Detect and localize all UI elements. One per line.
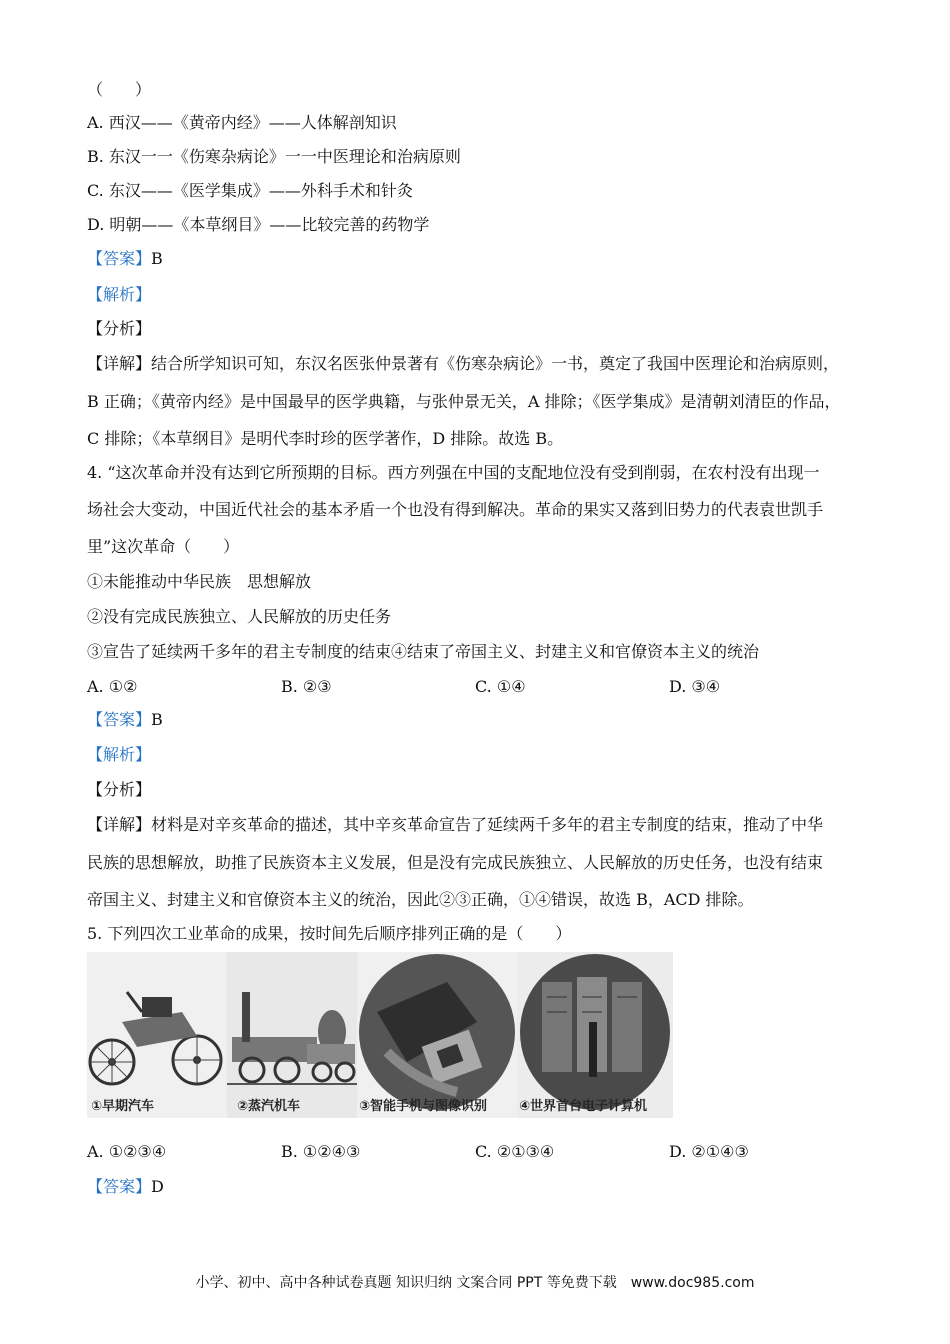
q3-detail-line-1: [87, 354, 839, 374]
caption-steam-locomotive: ②蒸汽机车: [237, 1099, 301, 1114]
q4-item-3: ③宣告了延续两千多年的君主专制度的结束④结束了帝国主义、封建主义和官僚资本主义的统治: [87, 642, 760, 661]
answer-tag: 【答案】: [87, 1177, 152, 1196]
photo-smartphone: [357, 952, 517, 1118]
q4-stem-line-2: 场社会大变动，中国近代社会的基本矛盾一个也没有得到解决。革命的果实又落到旧势力的代表袁世凯手: [87, 500, 824, 519]
q4-answer: [87, 710, 163, 730]
industrial-revolution-photo-strip: [87, 952, 673, 1118]
q3-detail-line-3: C 排除；《本草纲目》是明代李时珍的医学著作，D 排除。故选 B。: [87, 429, 564, 448]
q3-answer: [87, 249, 163, 269]
q3-option-b: B. 东汉一一《伤寒杂病论》一一中医理论和治病原则: [87, 147, 461, 166]
q3-option-d: D. 明朝——《本草纲目》——比较完善的药物学: [87, 215, 430, 234]
q4-stem-line-1: 4. “这次革命并没有达到它所预期的目标。西方列强在中国的支配地位没有受到削弱，在农村没有出现一: [87, 463, 820, 482]
caption-first-computer: ④世界首台电子计算机: [519, 1099, 648, 1114]
q5-option-b: B. ①②④③: [281, 1142, 361, 1161]
q3-option-c: C. 东汉——《医学集成》——外科手术和针灸: [87, 181, 413, 200]
detail-text: 结合所学知识可知，东汉名医张仲景著有《伤寒杂病论》一书，奠定了我国中医理论和治病原则，: [151, 354, 840, 373]
q3-detail-line-2: B 正确；《黄帝内经》是中国最早的医学典籍，与张仲景无关，A 排除；《医学集成》是清朝刘清臣的作品，: [87, 392, 841, 411]
q5-answer: [87, 1177, 164, 1197]
detail-tag: 【详解】: [87, 354, 152, 373]
q4-option-b: B. ②③: [281, 677, 332, 696]
answer-value: B: [151, 710, 163, 729]
q3-paren: （ ）: [87, 80, 152, 99]
q5-stem: 5. 下列四次工业革命的成果，按时间先后顺序排列正确的是（ ）: [87, 924, 572, 943]
q4-option-a: A. ①②: [87, 677, 138, 696]
answer-tag: 【答案】: [87, 710, 152, 729]
photo-steam-locomotive: [227, 952, 357, 1118]
photo-first-computer: [517, 952, 673, 1118]
q5-option-a: A. ①②③④: [87, 1142, 167, 1161]
page-footer: 小学、初中、高中各种试卷真题 知识归纳 文案合同 PPT 等免费下载 www.doc985.com: [195, 1275, 755, 1291]
answer-value: B: [151, 249, 163, 268]
q4-detail-line-3: 帝国主义、封建主义和官僚资本主义的统治，因此②③正确，①④错误，故选 B，ACD 排除。: [87, 890, 754, 909]
caption-smartphone: ③智能手机与图像识别: [359, 1099, 488, 1114]
caption-early-car: ①早期汽车: [91, 1099, 155, 1114]
q4-option-d: D. ③④: [669, 677, 721, 696]
q4-option-c: C. ①④: [475, 677, 526, 696]
q4-fenxi-tag: 【分析】: [87, 780, 152, 799]
q5-option-c: C. ②①③④: [475, 1142, 555, 1161]
detail-text: 材料是对辛亥革命的描述，其中辛亥革命宣告了延续两千多年的君主专制度的结束，推动了中华: [151, 815, 824, 834]
answer-value: D: [151, 1177, 164, 1196]
q4-item-1: ①未能推动中华民族 思想解放: [87, 572, 312, 591]
q4-stem-line-3: 里”这次革命（ ）: [87, 537, 240, 556]
q3-analysis-tag: 【解析】: [87, 285, 152, 304]
q3-fenxi-tag: 【分析】: [87, 319, 152, 338]
q4-analysis-tag: 【解析】: [87, 745, 152, 764]
q5-option-d: D. ②①④③: [669, 1142, 749, 1161]
detail-tag: 【详解】: [87, 815, 152, 834]
q4-item-2: ②没有完成民族独立、人民解放的历史任务: [87, 607, 392, 626]
photo-early-car: [87, 952, 227, 1118]
q4-detail-line-1: [87, 815, 823, 835]
q3-option-a: A. 西汉——《黄帝内经》——人体解剖知识: [87, 113, 397, 132]
q4-detail-line-2: 民族的思想解放，助推了民族资本主义发展，但是没有完成民族独立、人民解放的历史任务，也没有结束: [87, 853, 824, 872]
answer-tag: 【答案】: [87, 249, 152, 268]
